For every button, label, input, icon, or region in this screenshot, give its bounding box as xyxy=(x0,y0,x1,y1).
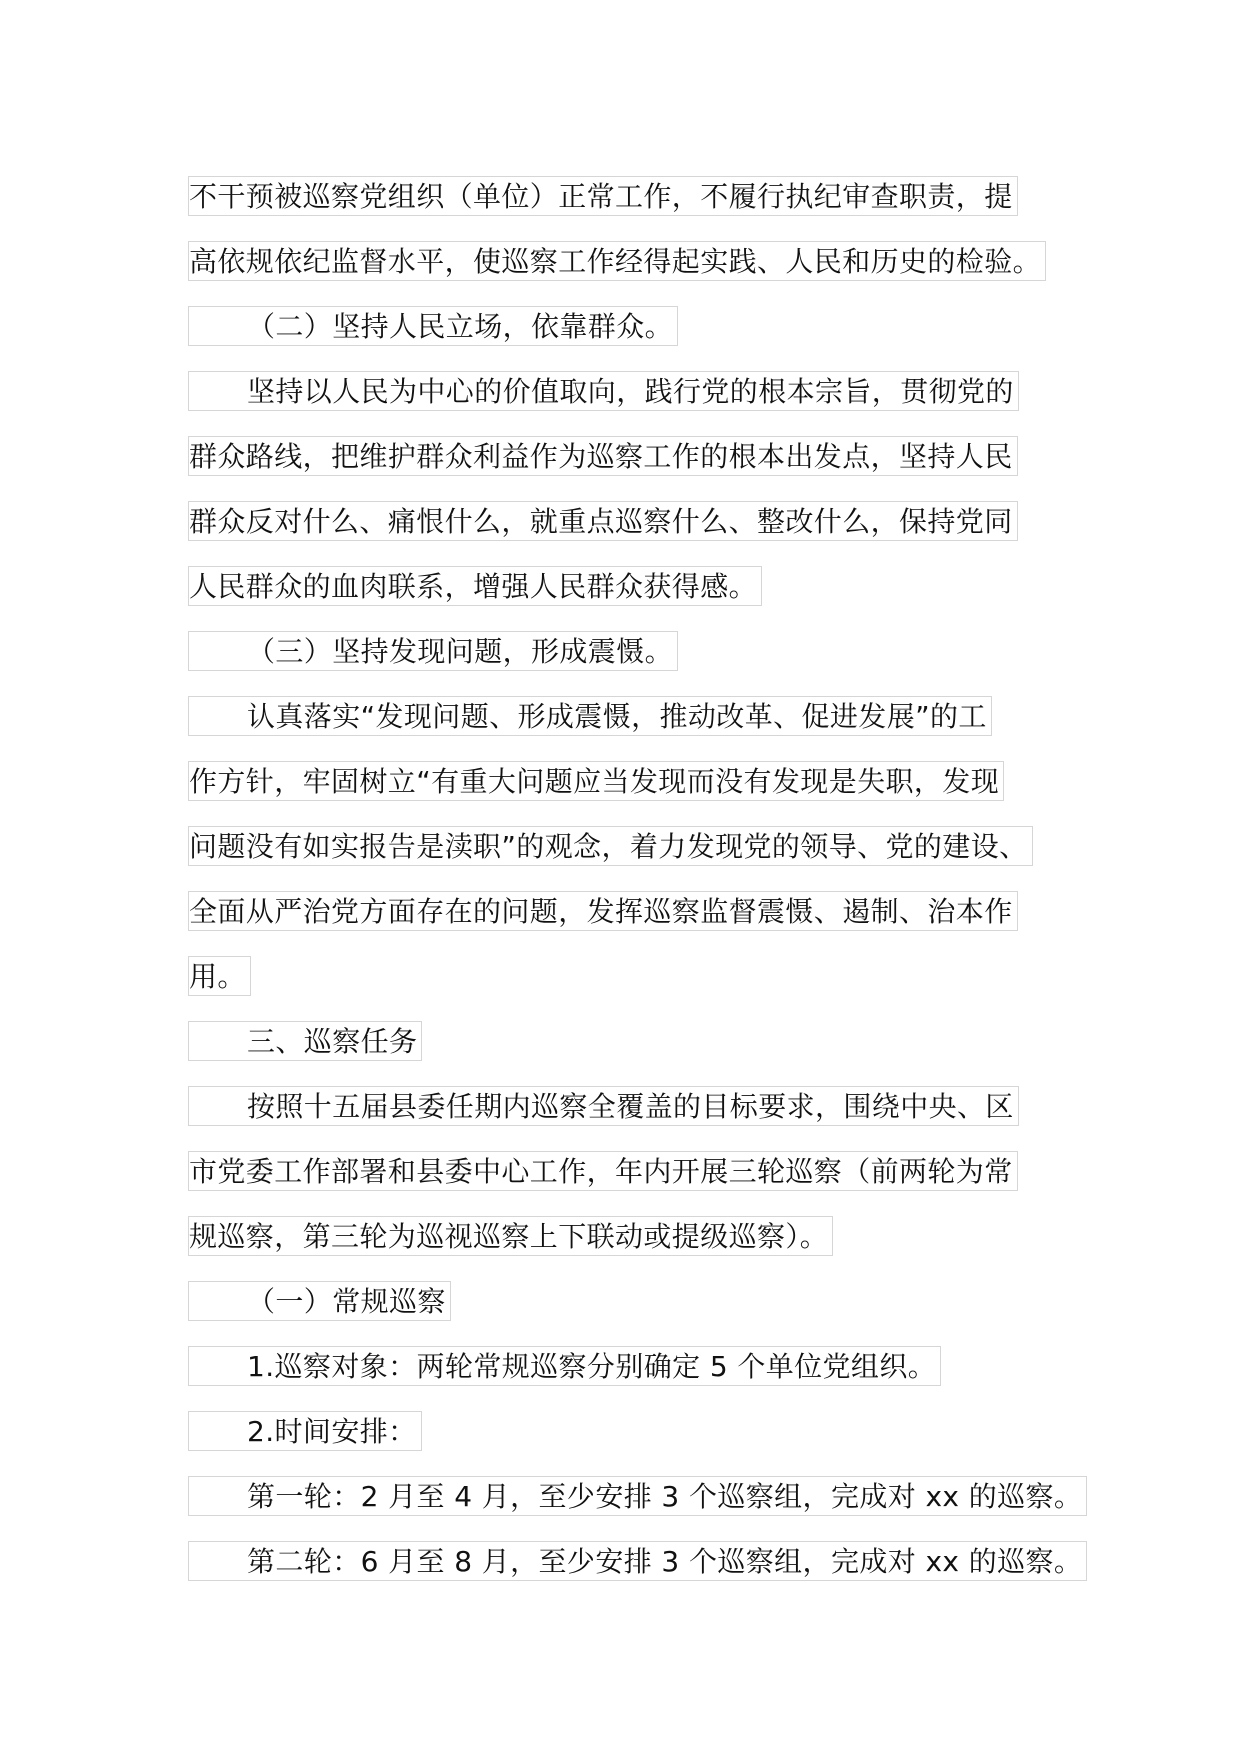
heading-text: （一）常规巡察 xyxy=(188,1281,451,1321)
heading-text: （二）坚持人民立场，依靠群众。 xyxy=(188,306,678,346)
line-text: 人民群众的血肉联系，增强人民群众获得感。 xyxy=(188,566,762,606)
paragraph-line xyxy=(188,371,1088,436)
line-text: 不干预被巡察党组织（单位）正常工作，不履行执纪审查职责，提 xyxy=(188,176,1018,216)
line-text: 第一轮：2 月至 4 月，至少安排 3 个巡察组，完成对 xx 的巡察。 xyxy=(188,1476,1087,1516)
list-item xyxy=(188,1411,1088,1476)
line-text: 全面从严治党方面存在的问题，发挥巡察监督震慑、遏制、治本作 xyxy=(188,891,1018,931)
line-text: 规巡察，第三轮为巡视巡察上下联动或提级巡察）。 xyxy=(188,1216,833,1256)
line-text: 2.时间安排： xyxy=(188,1411,422,1451)
paragraph-line xyxy=(188,501,1088,566)
line-text: 作方针，牢固树立“有重大问题应当发现而没有发现是失职，发现 xyxy=(188,761,1004,801)
paragraph-line xyxy=(188,1151,1088,1216)
line-text: 市党委工作部署和县委中心工作，年内开展三轮巡察（前两轮为常 xyxy=(188,1151,1018,1191)
section-heading xyxy=(188,1021,1088,1086)
list-item xyxy=(188,1476,1088,1541)
document-page xyxy=(188,176,1088,1606)
paragraph-line xyxy=(188,241,1088,306)
line-text: 群众反对什么、痛恨什么，就重点巡察什么、整改什么，保持党同 xyxy=(188,501,1018,541)
section-heading xyxy=(188,1281,1088,1346)
paragraph-line xyxy=(188,566,1088,631)
paragraph-line xyxy=(188,1086,1088,1151)
paragraph-line xyxy=(188,1216,1088,1281)
paragraph-line xyxy=(188,176,1088,241)
heading-text: 三、巡察任务 xyxy=(188,1021,422,1061)
section-heading xyxy=(188,306,1088,371)
line-text: 群众路线，把维护群众利益作为巡察工作的根本出发点，坚持人民 xyxy=(188,436,1018,476)
paragraph-line xyxy=(188,891,1088,956)
line-text: 高依规依纪监督水平，使巡察工作经得起实践、人民和历史的检验。 xyxy=(188,241,1046,281)
line-text: 1.巡察对象：两轮常规巡察分别确定 5 个单位党组织。 xyxy=(188,1346,941,1386)
paragraph-line xyxy=(188,956,1088,1021)
list-item xyxy=(188,1346,1088,1411)
heading-text: （三）坚持发现问题，形成震慑。 xyxy=(188,631,678,671)
line-text: 按照十五届县委任期内巡察全覆盖的目标要求，围绕中央、区 xyxy=(188,1086,1019,1126)
line-text: 坚持以人民为中心的价值取向，践行党的根本宗旨，贯彻党的 xyxy=(188,371,1019,411)
paragraph-line xyxy=(188,826,1088,891)
paragraph-line xyxy=(188,761,1088,826)
paragraph-line xyxy=(188,436,1088,501)
line-text: 认真落实“发现问题、形成震慑，推动改革、促进发展”的工 xyxy=(188,696,992,736)
line-text: 问题没有如实报告是渎职”的观念，着力发现党的领导、党的建设、 xyxy=(188,826,1033,866)
section-heading xyxy=(188,631,1088,696)
line-text: 第二轮：6 月至 8 月，至少安排 3 个巡察组，完成对 xx 的巡察。 xyxy=(188,1541,1087,1581)
list-item xyxy=(188,1541,1088,1606)
paragraph-line xyxy=(188,696,1088,761)
line-text: 用。 xyxy=(188,956,251,996)
